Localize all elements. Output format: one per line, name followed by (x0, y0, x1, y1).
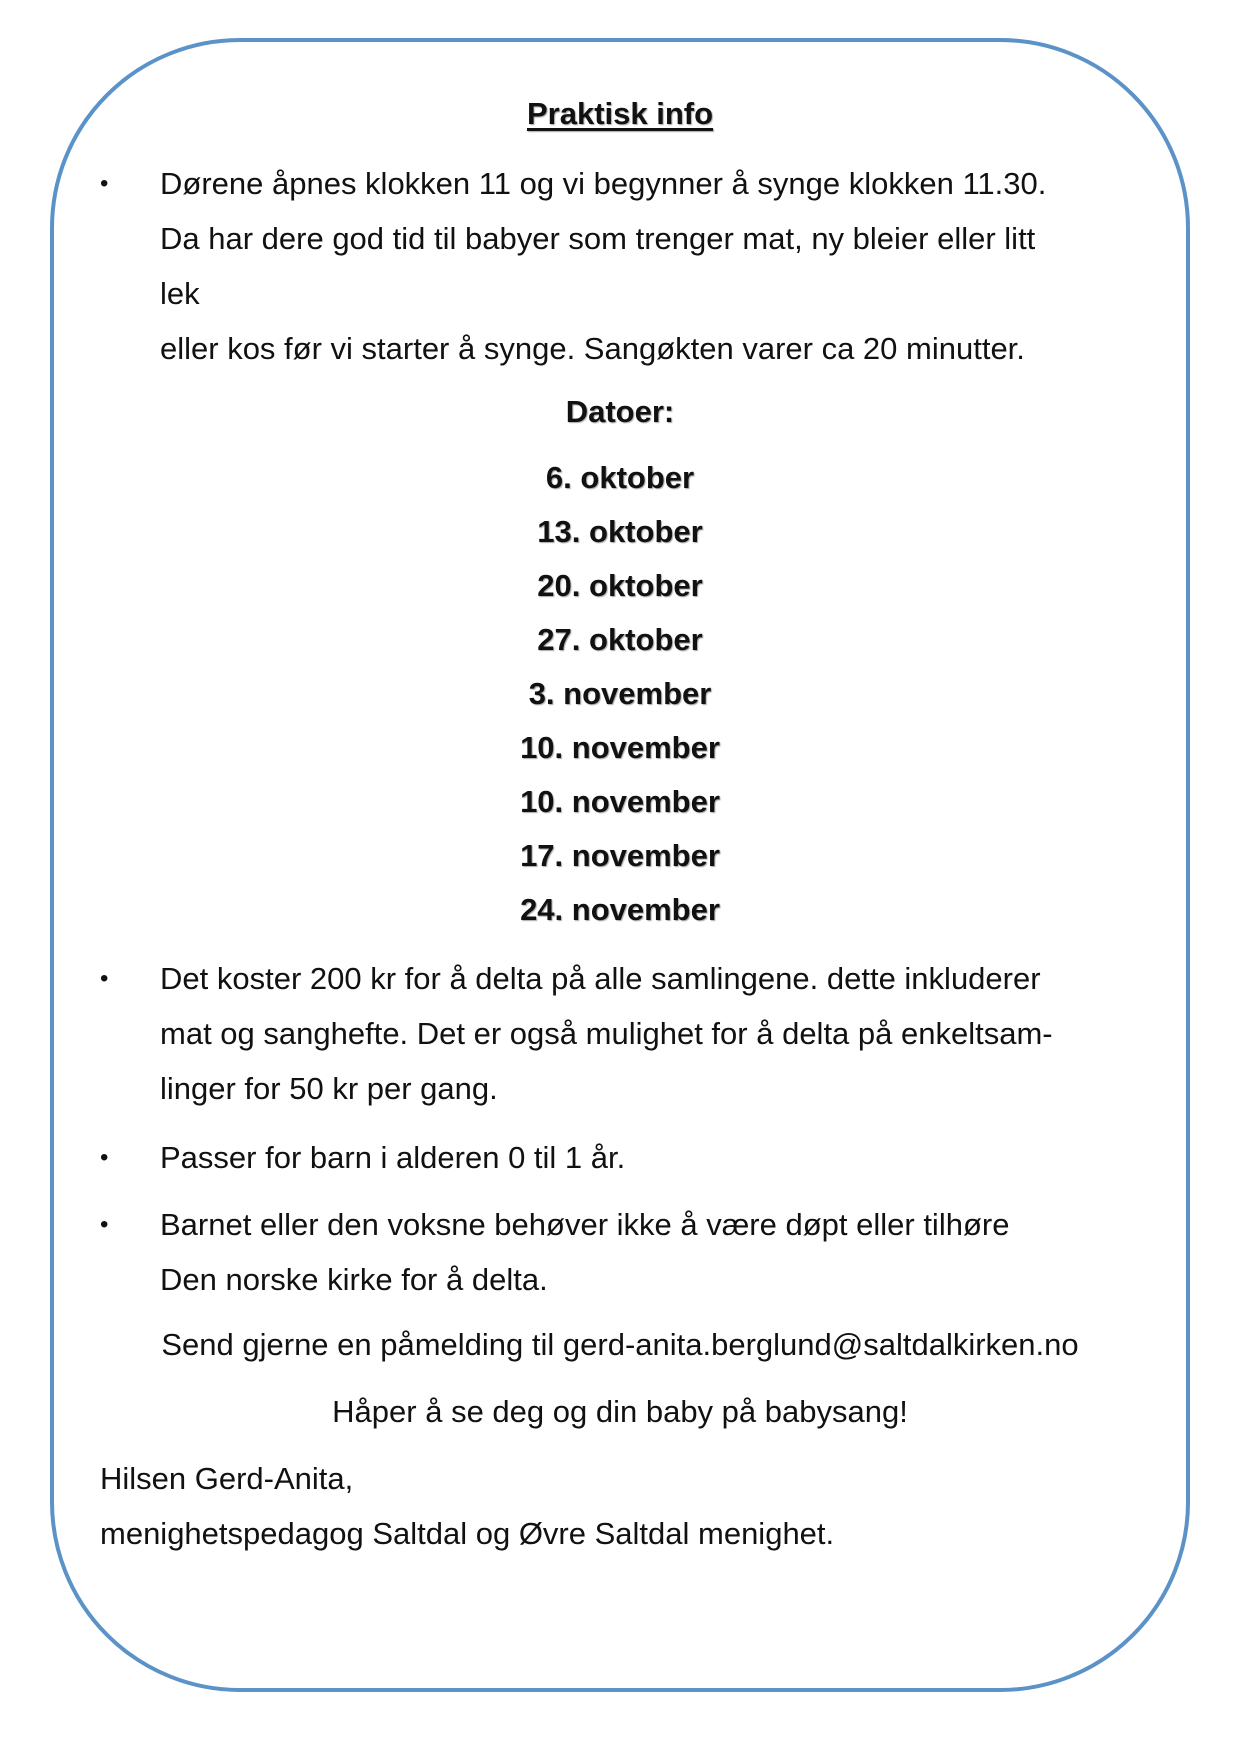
date-item: 3. november (528, 676, 712, 711)
bullet-line: Barnet eller den voksne behøver ikke å være døpt eller tilhøre (160, 1207, 1010, 1242)
bullet-text (160, 1197, 1160, 1307)
date-item: 10. november (520, 784, 720, 819)
date-item: 27. oktober (537, 622, 703, 657)
date-item: 17. november (520, 838, 720, 873)
bullet-line: Da har dere god tid til babyer som trenger mat, ny bleier eller litt (160, 221, 1036, 256)
dates-heading: Datoer: (565, 394, 675, 429)
bullet-line: mat og sanghefte. Det er også mulighet for å delta på enkeltsam- (160, 1016, 1053, 1051)
bullet-line: Dørene åpnes klokken 11 og vi begynner å synge klokken 11.30. (160, 166, 1047, 201)
bullet-icon: • (100, 1211, 109, 1238)
closing-wish: Håper å se deg og din baby på babysang! (332, 1394, 908, 1429)
page-title: Praktisk info (526, 96, 714, 131)
bullet-text (160, 951, 1160, 1116)
date-item: 6. oktober (545, 460, 695, 495)
date-item: 20. oktober (537, 568, 703, 603)
signup-note: Send gjerne en påmelding til gerd-anita.berglund@saltdalkirken.no (161, 1327, 1079, 1362)
bullet-line: Det koster 200 kr for å delta på alle samlingene. dette inkluderer (160, 961, 1041, 996)
bullet-line: Passer for barn i alderen 0 til 1 år. (160, 1140, 626, 1175)
bullet-text (160, 1130, 1160, 1185)
bullet-icon: • (100, 1144, 109, 1171)
bullet-icon: • (100, 170, 109, 197)
bullet-text (160, 156, 1160, 376)
signature: menighetspedagog Saltdal og Øvre Saltdal menighet. (100, 1516, 835, 1551)
bullet-line: Den norske kirke for å delta. (160, 1262, 548, 1297)
greeting: Hilsen Gerd-Anita, (100, 1461, 354, 1496)
date-item: 24. november (520, 892, 720, 927)
bullet-line: eller kos før vi starter å synge. Sangøkten varer ca 20 minutter. (160, 331, 1025, 366)
bullet-line: linger for 50 kr per gang. (160, 1071, 498, 1106)
bullet-icon: • (100, 965, 109, 992)
date-item: 10. november (520, 730, 720, 765)
date-item: 13. oktober (537, 514, 703, 549)
bullet-line: lek (160, 276, 200, 311)
